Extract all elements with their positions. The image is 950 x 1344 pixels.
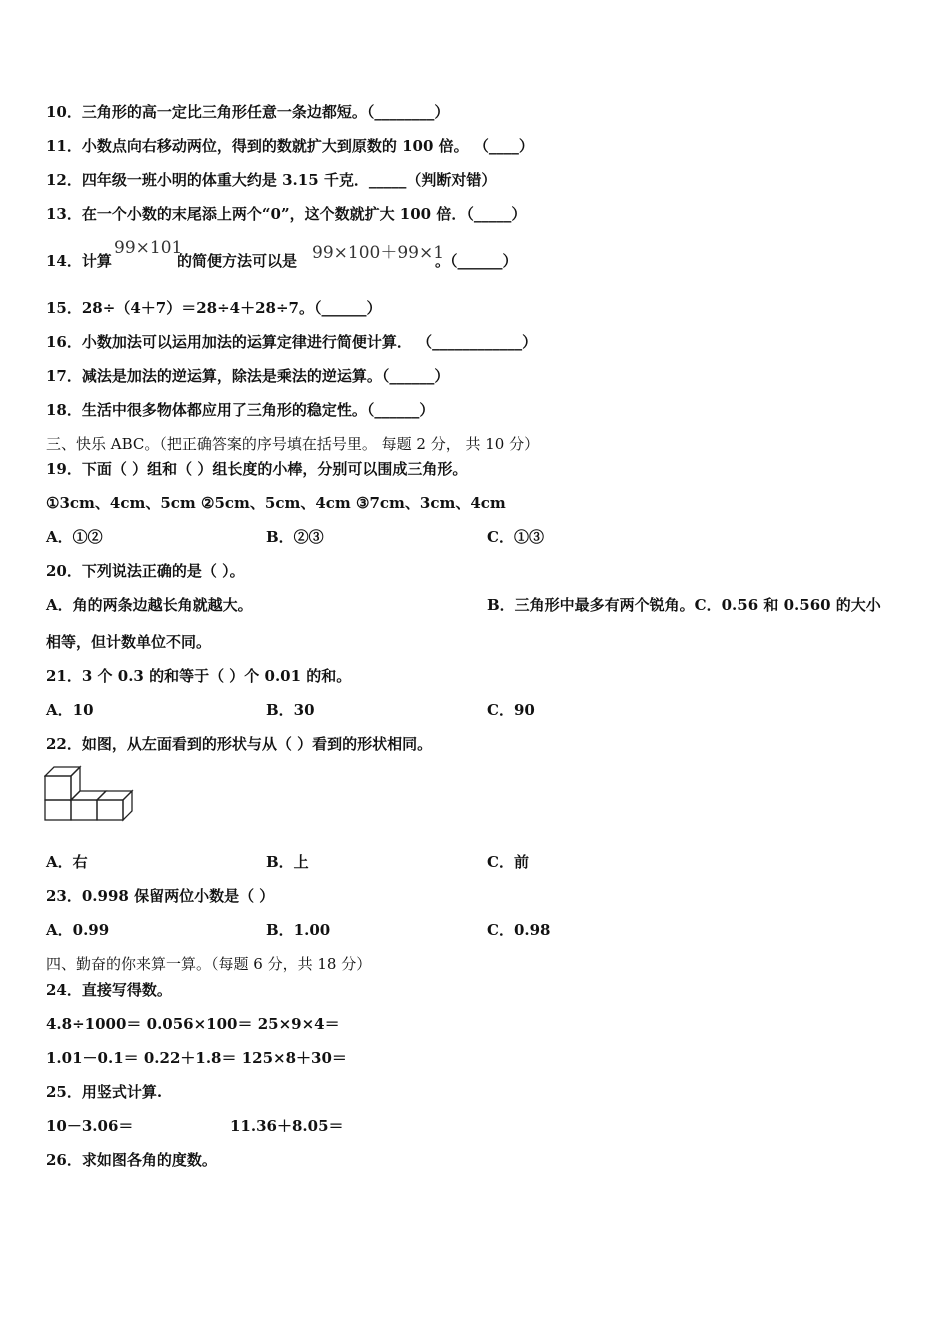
question-19: 19．下面（ ）组和（ ）组长度的小棒，分别可以围成三角形。 — [46, 460, 468, 478]
question-25: 25．用竖式计算. — [46, 1083, 163, 1101]
question-23-choice-c: C．0.98 — [487, 921, 551, 939]
question-23-choice-a: A．0.99 — [46, 921, 110, 939]
question-26: 26．求如图各角的度数。 — [46, 1151, 217, 1169]
question-18: 18．生活中很多物体都应用了三角形的稳定性。（______） — [46, 401, 435, 419]
section-4-heading: 四、勤奋的你来算一算。（每题 6 分，共 18 分） — [46, 955, 372, 973]
bottom-cube-1-front-face — [45, 800, 71, 820]
question-14-suffix: 。（______） — [435, 252, 518, 270]
question-19-choice-b: B．②③ — [266, 528, 324, 546]
question-10: 10．三角形的高一定比三角形任意一条边都短。（________） — [46, 103, 450, 121]
question-16: 16．小数加法可以运用加法的运算定律进行简便计算． （____________） — [46, 333, 538, 351]
question-20-continuation: 相等，但计数单位不同。 — [46, 633, 212, 651]
question-22-choice-a: A．右 — [46, 853, 88, 871]
cube-stack-figure — [44, 764, 136, 822]
question-23: 23．0.998 保留两位小数是（ ） — [46, 887, 275, 905]
question-14-expression-1: 99×101 — [114, 238, 183, 258]
question-20: 20．下列说法正确的是（ ）。 — [46, 562, 245, 580]
question-24-row-2: 1.01－0.1＝ 0.22＋1.8＝ 125×8＋30＝ — [46, 1049, 347, 1067]
question-25-item-1: 10－3.06＝ — [46, 1117, 134, 1135]
question-21: 21．3 个 0.3 的和等于（ ）个 0.01 的和。 — [46, 667, 352, 685]
question-11: 11．小数点向右移动两位，得到的数就扩大到原数的 100 倍。 （____） — [46, 137, 534, 155]
bottom-cube-3-front-face — [97, 800, 123, 820]
question-19-options-text: ①3cm、4cm、5cm ②5cm、5cm、4cm ③7cm、3cm、4cm — [46, 494, 506, 512]
question-22-choice-c: C．前 — [487, 853, 529, 871]
question-22-choice-b: B．上 — [266, 853, 309, 871]
question-20-choice-bc: B．三角形中最多有两个锐角。C．0.56 和 0.560 的大小 — [487, 596, 881, 614]
question-24: 24．直接写得数。 — [46, 981, 172, 999]
question-21-choice-c: C．90 — [487, 701, 535, 719]
bottom-cube-2-front-face — [71, 800, 97, 820]
question-23-choice-b: B．1.00 — [266, 921, 331, 939]
question-22: 22．如图，从左面看到的形状与从（ ）看到的形状相同。 — [46, 735, 433, 753]
question-21-choice-a: A．10 — [46, 701, 94, 719]
question-21-choice-b: B．30 — [266, 701, 315, 719]
question-12: 12．四年级一班小明的体重大约是 3.15 千克．_____（判断对错） — [46, 171, 497, 189]
question-25-item-2: 11.36＋8.05＝ — [230, 1117, 344, 1135]
top-cube-front-face — [45, 776, 71, 800]
section-3-heading: 三、快乐 ABC。（把正确答案的序号填在括号里。 每题 2 分， 共 10 分） — [46, 435, 540, 453]
question-20-choice-a: A．角的两条边越长角就越大。 — [46, 596, 253, 614]
question-15: 15．28÷（4＋7）＝28÷4＋28÷7。（______） — [46, 299, 382, 317]
question-19-choice-c: C．①③ — [487, 528, 544, 546]
question-14-expression-2: 99×100＋99×1 — [312, 243, 445, 263]
question-24-row-1: 4.8÷1000＝ 0.056×100＝ 25×9×4＝ — [46, 1015, 340, 1033]
bottom-cube-3-side-face — [123, 791, 132, 820]
question-19-choice-a: A．①② — [46, 528, 103, 546]
question-14-middle: 的简便方法可以是 — [177, 252, 298, 270]
question-14-prefix: 14．计算 — [46, 252, 112, 270]
question-17: 17．减法是加法的逆运算，除法是乘法的逆运算。（______） — [46, 367, 450, 385]
question-13: 13．在一个小数的末尾添上两个“0”，这个数就扩大 100 倍．（_____） — [46, 205, 527, 223]
